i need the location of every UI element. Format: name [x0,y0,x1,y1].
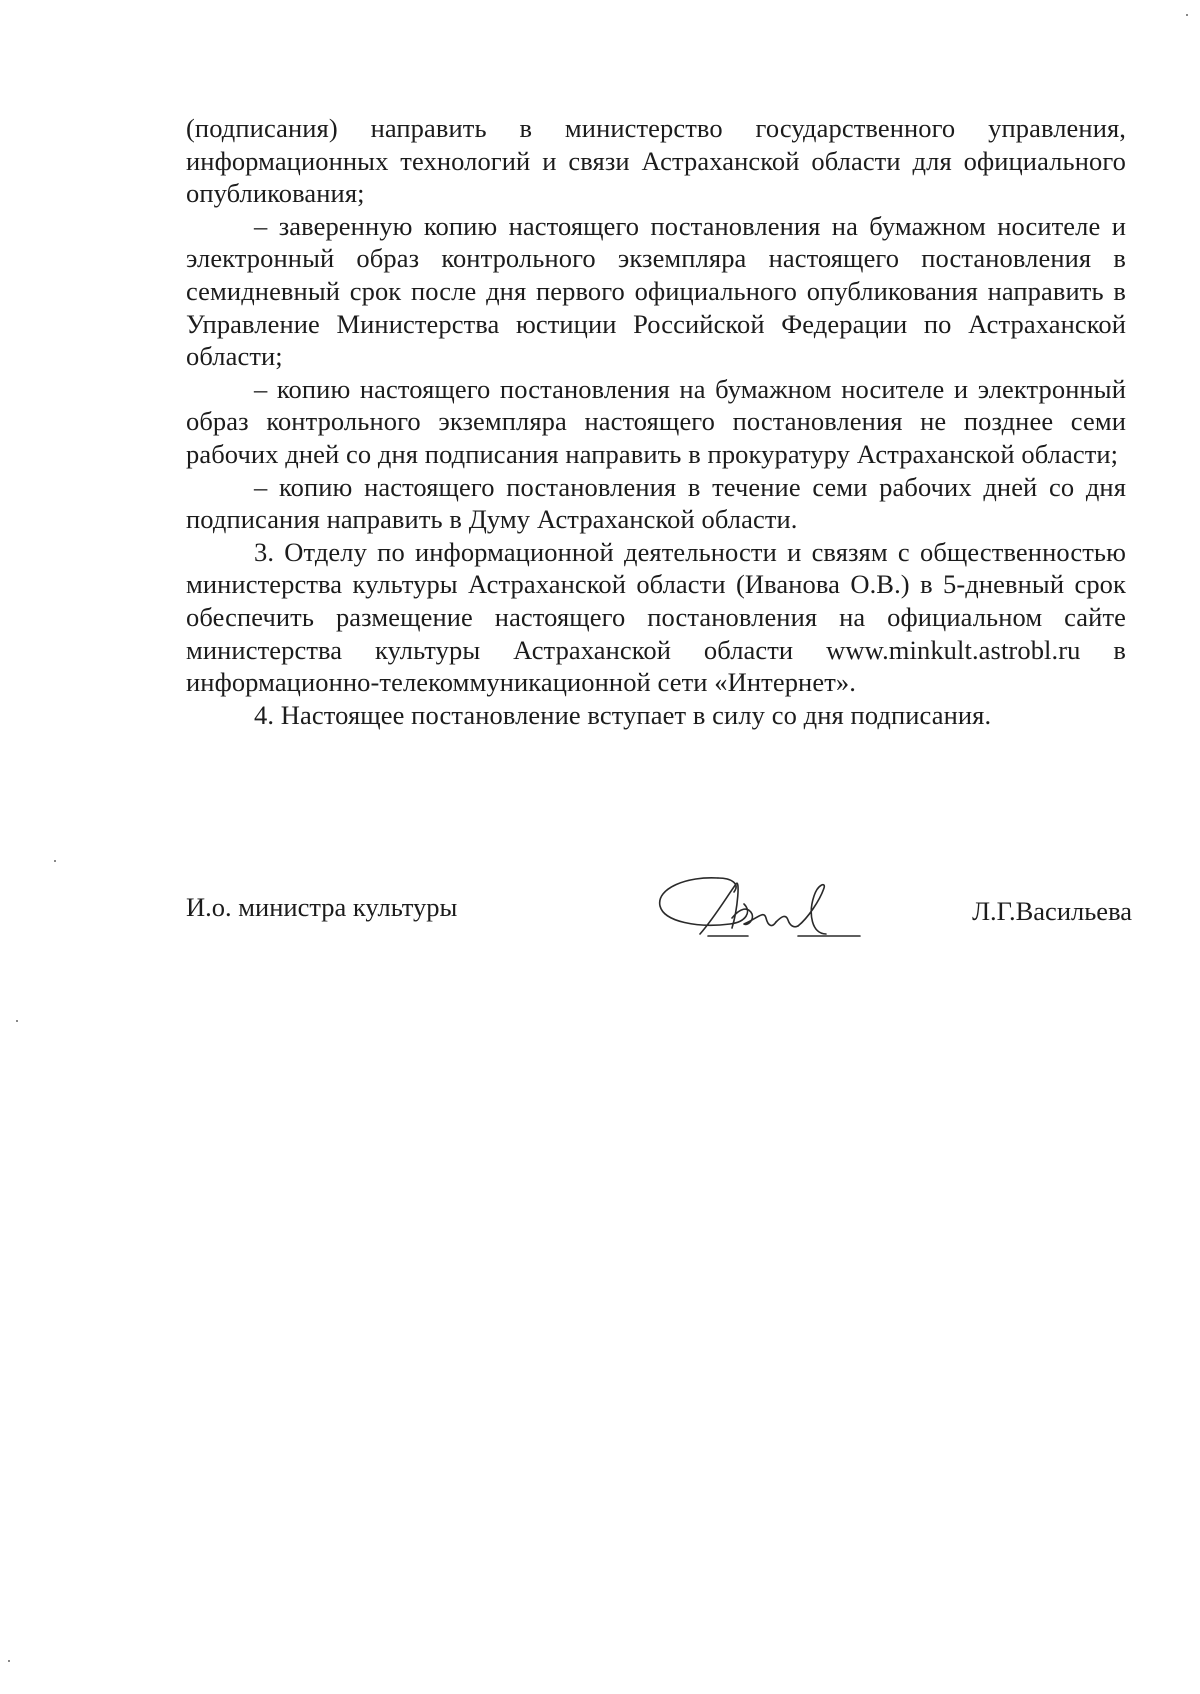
paragraph-prosecutor: – копию настоящего постановления на бумажном носителе и электронный образ контрольного экземпляра настоящего постановления не позднее семи рабочих дней со дня подписания направить в прокуратуру Астраханской области; [186,373,1126,469]
scan-speck [54,860,56,862]
paragraph-item-4: 4. Настоящее постановление вступает в силу со дня подписания. [254,699,992,730]
scan-speck [8,1660,10,1662]
scan-speck [1186,14,1188,16]
signatory-role: И.о. министра культуры [186,892,458,922]
signature-block [186,880,1132,960]
paragraph-continued: (подписания) направить в министерство государственного управления, информационных технологий и связи Астраханской области для официального опубликования; [186,113,1126,209]
handwritten-signature [648,848,868,958]
paragraph-certified-copy: – заверенную копию настоящего постановления на бумажном носителе и электронный образ контрольного экземпляра настоящего постановления в семидневный срок после дня первого официального опубликования направить в Управление Министерства юстиции Российской Федерации по Астраханской области; [186,210,1126,372]
paragraph-duma: – копию настоящего постановления в течение семи рабочих дней со дня подписания направить в Думу Астраханской области. [186,471,1126,535]
signatory-name: Л.Г.Васильева [972,896,1132,926]
paragraph-item-3: 3. Отделу по информационной деятельности и связям с общественностью министерства культуры Астраханской области (Иванова О.В.) в 5-дневный срок обеспечить размещение настоящего постановления на официальном сайте министерства культуры Астраханской области www.minkult.astrobl.ru в информационно-телекоммуникационной сети «Интернет». [186,536,1126,698]
scan-speck [16,1020,18,1022]
document-body [186,112,1126,731]
